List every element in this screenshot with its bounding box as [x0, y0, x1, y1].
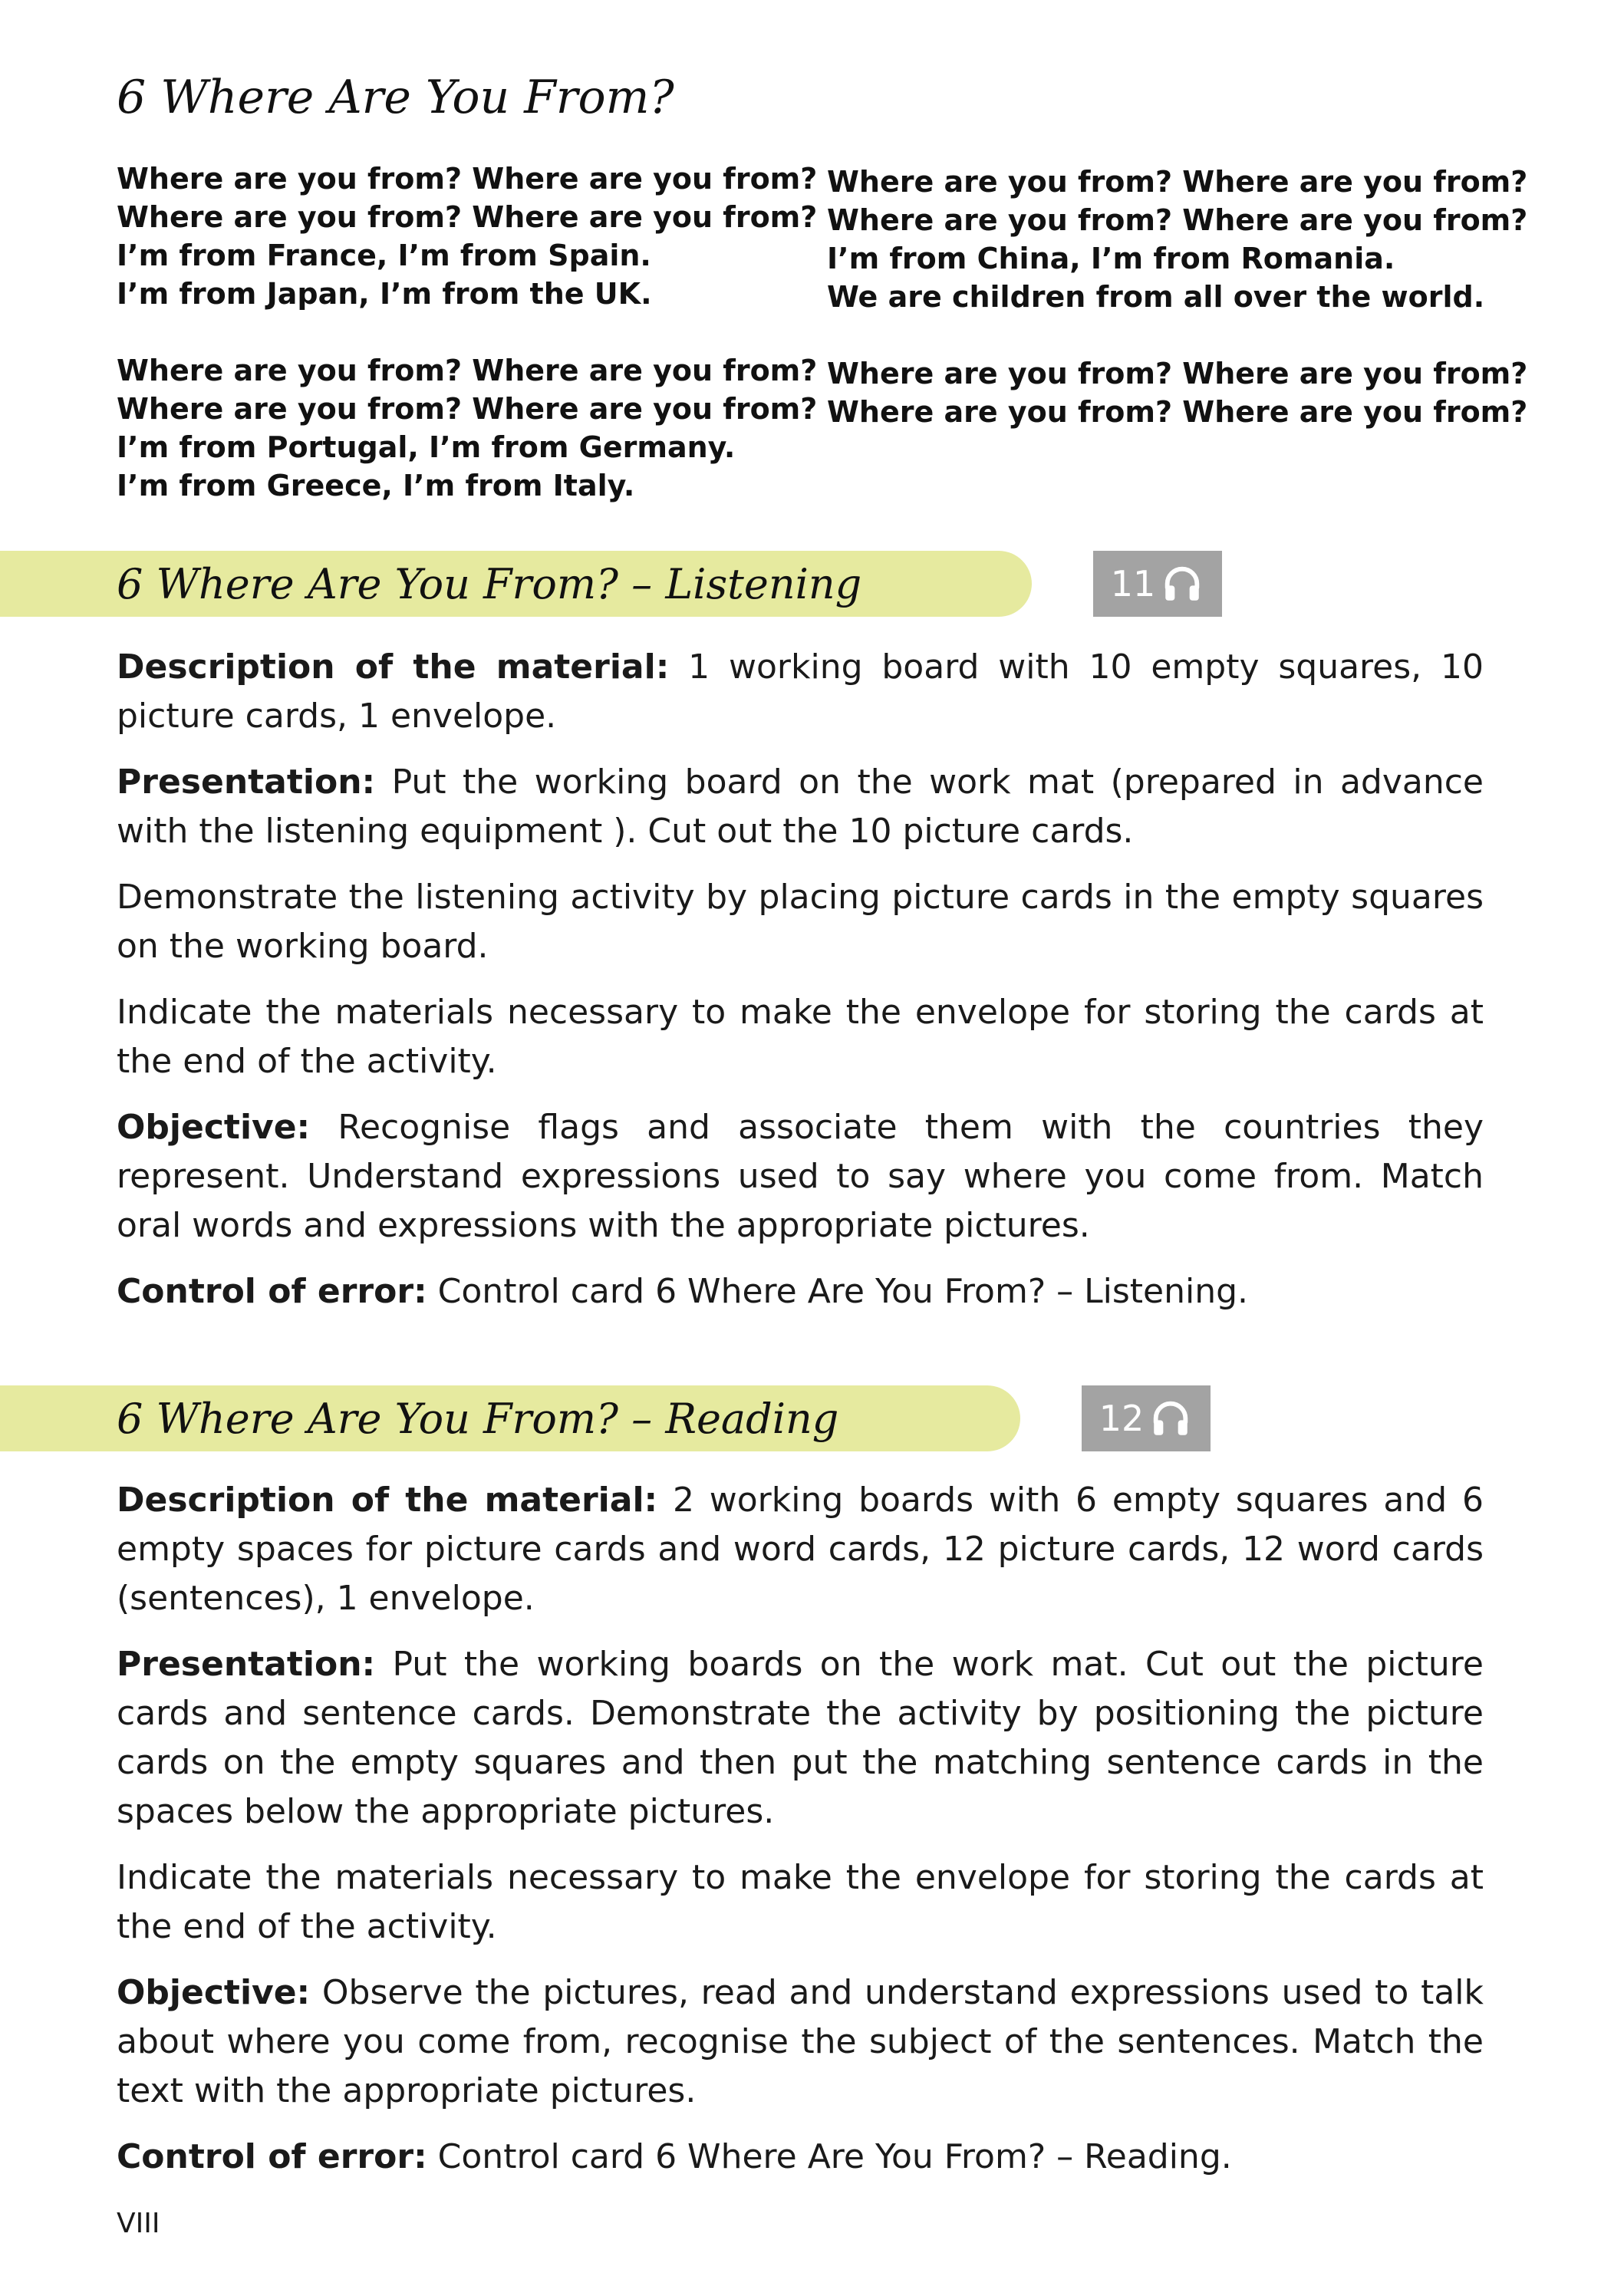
headphones-icon	[1160, 562, 1204, 606]
lyric-line: Where are you from? Where are you from?	[117, 354, 818, 387]
paragraph-text: Control card 6 Where Are You From? – Reading.	[427, 2137, 1232, 2176]
paragraph-text: 1 working board with 10 empty squares, 10 picture cards, 1 envelope.	[117, 647, 1484, 736]
paragraph-text: Control card 6 Where Are You From? – Listening.	[427, 1272, 1249, 1311]
listening-heading: 6 Where Are You From? – Listening	[117, 559, 862, 608]
lyrics-right-column	[827, 163, 1527, 469]
reading-body	[117, 1476, 1484, 2199]
paragraph	[117, 1640, 1484, 1836]
paragraph	[117, 643, 1484, 741]
paragraph-label: Objective:	[117, 1108, 311, 1147]
track-number: 11	[1110, 563, 1156, 604]
listening-body	[117, 643, 1484, 1333]
paragraph	[117, 1853, 1484, 1952]
lyric-line: Where are you from? Where are you from?	[827, 395, 1528, 429]
paragraph-label: Objective:	[117, 1973, 311, 2012]
audio-track-badge-listening	[1093, 551, 1222, 617]
paragraph	[117, 758, 1484, 856]
lyrics-stanza	[117, 351, 817, 505]
paragraph-label: Presentation:	[117, 763, 376, 802]
lyric-line: Where are you from? Where are you from?	[117, 392, 818, 426]
reading-heading: 6 Where Are You From? – Reading	[117, 1394, 839, 1443]
paragraph-label: Control of error:	[117, 2137, 427, 2176]
lyric-line: I’m from France, I’m from Spain.	[117, 239, 651, 272]
paragraph-text: Indicate the materials necessary to make the envelope for storing the cards at the end of the activity.	[117, 1858, 1484, 1946]
paragraph-text: Recognise flags and associate them with the countries they represent. Understand expressions used to say where you come from. Match oral words and expressions with the appropriate pictures.	[117, 1108, 1484, 1245]
lyrics-stanza	[827, 163, 1527, 316]
song-title: 6 Where Are You From?	[117, 71, 674, 124]
page-number: VIII	[117, 2208, 160, 2239]
lyric-line: Where are you from? Where are you from?	[827, 165, 1528, 199]
lyrics-stanza	[827, 354, 1527, 431]
lyric-line: I’m from Portugal, I’m from Germany.	[117, 430, 736, 464]
lyric-line: Where are you from? Where are you from?	[827, 203, 1528, 237]
paragraph-label: Control of error:	[117, 1272, 427, 1311]
lyrics-left-column	[117, 160, 817, 543]
lyric-line: I’m from Greece, I’m from Italy.	[117, 469, 635, 502]
audio-track-badge-reading	[1082, 1385, 1211, 1451]
paragraph	[117, 873, 1484, 971]
lyric-line: I’m from China, I’m from Romania.	[827, 242, 1395, 275]
paragraph-text: Indicate the materials necessary to make the envelope for storing the cards at the end of the activity.	[117, 993, 1484, 1081]
track-number: 12	[1099, 1398, 1145, 1439]
paragraph-text: Put the working boards on the work mat. Cut out the picture cards and sentence cards. Demonstrate the activity by positioning the picture cards on the empty squares and then put the matching sentence cards in the spaces below the appropriate pictures.	[117, 1645, 1484, 1831]
paragraph-label: Presentation:	[117, 1645, 376, 1684]
paragraph	[117, 2133, 1484, 2182]
headphones-icon	[1148, 1396, 1193, 1441]
paragraph-text: Put the working board on the work mat (prepared in advance with the listening equipment ). Cut out the 10 picture cards.	[117, 763, 1484, 851]
paragraph	[117, 1267, 1484, 1316]
lyric-line: We are children from all over the world.	[827, 280, 1485, 314]
section-band-listening	[0, 551, 1032, 617]
lyric-line: Where are you from? Where are you from?	[117, 200, 818, 234]
lyric-line: Where are you from? Where are you from?	[827, 357, 1528, 390]
section-band-reading	[0, 1385, 1020, 1451]
paragraph-text: Observe the pictures, read and understand expressions used to talk about where you come from, recognise the subject of the sentences. Match the text with the appropriate pictures.	[117, 1973, 1484, 2110]
paragraph	[117, 1103, 1484, 1250]
lyric-line: Where are you from? Where are you from?	[117, 162, 818, 196]
paragraph-text: 2 working boards with 6 empty squares and 6 empty spaces for picture cards and word cards, 12 picture cards, 12 word cards (sentences), 1 envelope.	[117, 1481, 1484, 1618]
paragraph	[117, 1968, 1484, 2116]
paragraph-label: Description of the material:	[117, 1481, 658, 1520]
paragraph	[117, 1476, 1484, 1623]
lyrics-stanza	[117, 160, 817, 313]
paragraph-text: Demonstrate the listening activity by placing picture cards in the empty squares on the working board.	[117, 878, 1484, 966]
lyric-line: I’m from Japan, I’m from the UK.	[117, 277, 652, 311]
paragraph-label: Description of the material:	[117, 647, 670, 687]
paragraph	[117, 988, 1484, 1086]
